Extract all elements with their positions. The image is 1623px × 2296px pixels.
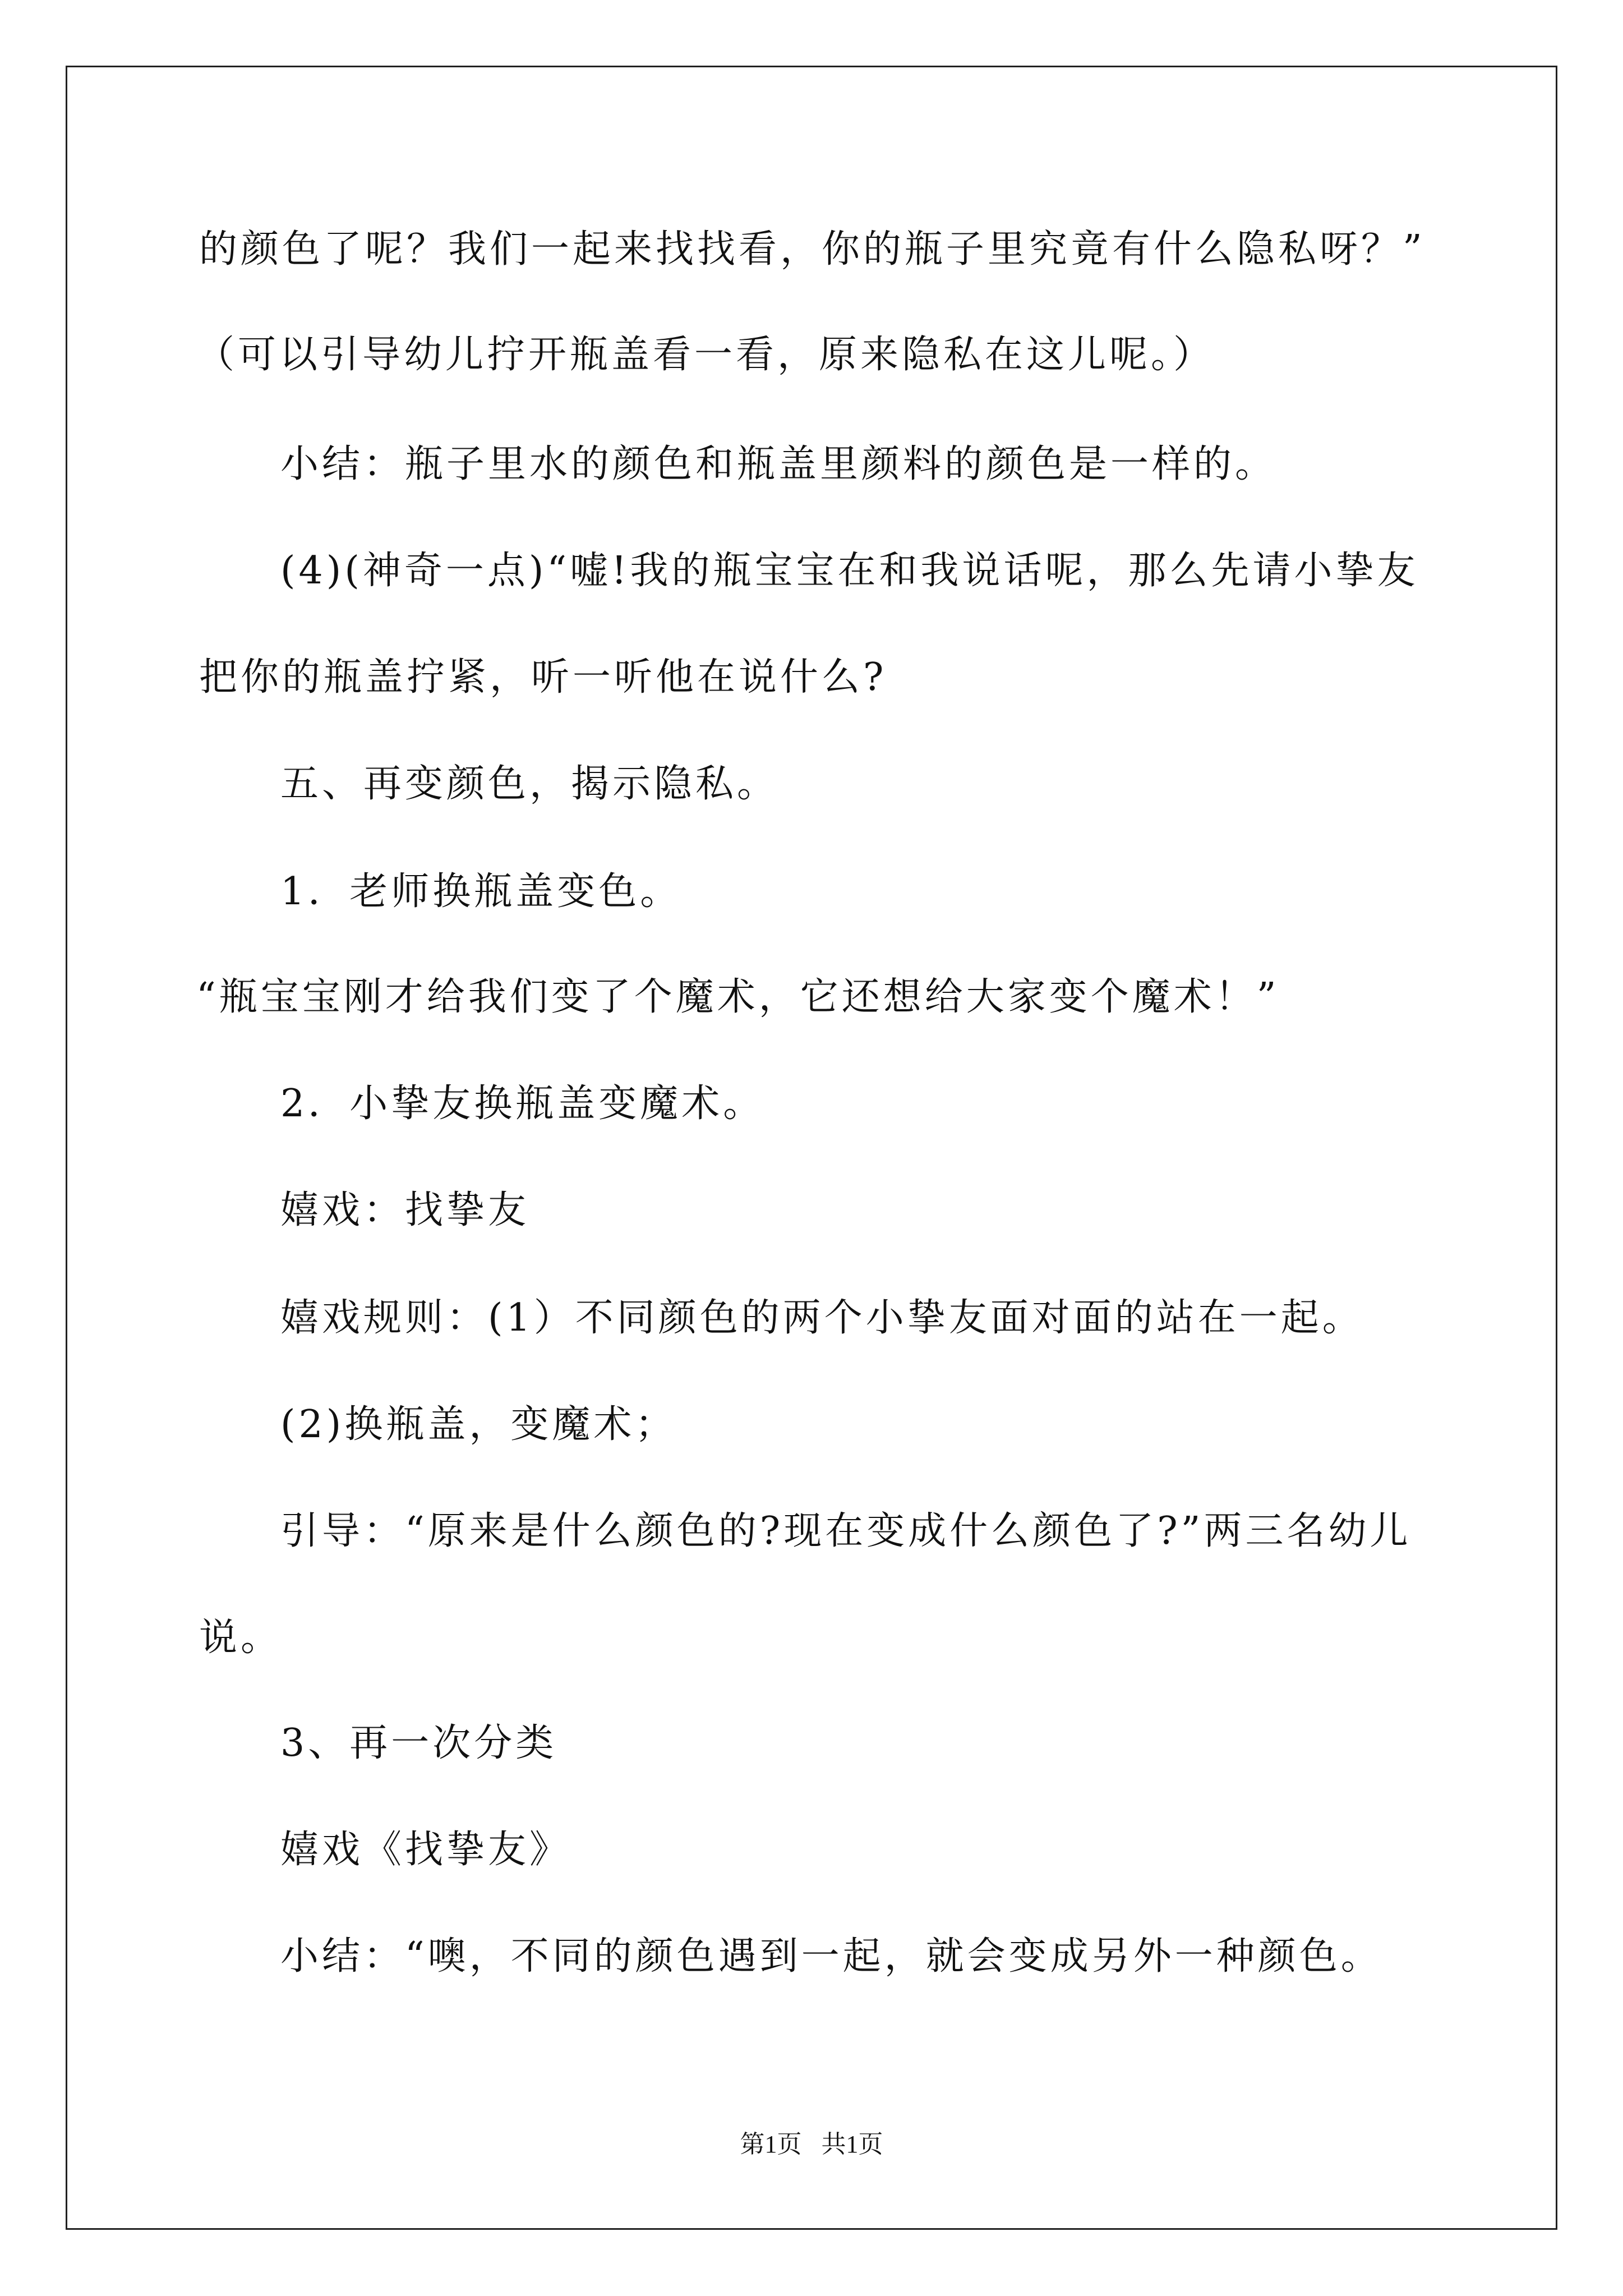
paragraph-line-17: 小结：“噢，不同的颜色遇到一起，就会变成另外一种颜色。: [280, 1934, 1382, 1978]
paragraph-line-10: 嬉戏：找挚友: [280, 1188, 530, 1232]
paragraph-line-1: 的颜色了呢？我们一起来找找看，你的瓶子里究竟有什么隐私呀？”: [199, 227, 1426, 272]
page-border: [66, 66, 1557, 2230]
paragraph-line-7: 1．老师换瓶盖变色。: [280, 869, 682, 914]
section-heading-5: 五、再变颜色，揭示隐私。: [280, 762, 779, 806]
paragraph-line-3: 小结：瓶子里水的颜色和瓶盖里颜料的颜色是一样的。: [280, 442, 1277, 486]
paragraph-line-12: (2)换瓶盖，变魔术；: [280, 1402, 677, 1447]
paragraph-line-2: （可以引导幼儿拧开瓶盖看一看，原来隐私在这儿呢。）: [196, 333, 1215, 377]
page-number: 第1页: [740, 2131, 802, 2158]
paragraph-line-8: “瓶宝宝刚才给我们变了个魔术，它还想给大家变个魔术！”: [196, 975, 1280, 1019]
page-total: 共1页: [821, 2131, 883, 2158]
page-footer: [0, 2129, 1623, 2160]
paragraph-line-14: 说。: [199, 1616, 283, 1660]
paragraph-line-9: 2．小挚友换瓶盖变魔术。: [280, 1082, 765, 1126]
paragraph-line-15: 3、再一次分类: [280, 1721, 557, 1765]
paragraph-line-16: 嬉戏《找挚友》: [280, 1828, 571, 1872]
paragraph-line-4: (4)(神奇一点)“嘘!我的瓶宝宝在和我说话呢，那么先请小挚友: [280, 549, 1419, 593]
paragraph-line-13: 引导：“原来是什么颜色的?现在变成什么颜色了?”两三名幼儿: [280, 1509, 1412, 1553]
paragraph-line-11: 嬉戏规则：(1）不同颜色的两个小挚友面对面的站在一起。: [280, 1296, 1364, 1340]
paragraph-line-5: 把你的瓶盖拧紧，听一听他在说什么?: [199, 655, 887, 700]
